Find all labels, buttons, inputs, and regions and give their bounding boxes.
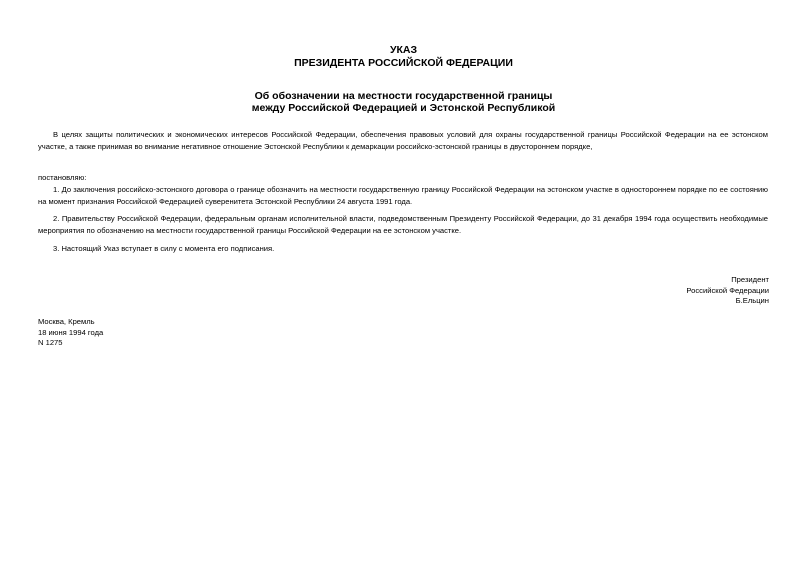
signature-country: Российской Федерации [686,285,769,295]
decree-word: постановляю: [38,173,87,182]
decree-item-1: 1. До заключения российско-эстонского договора о границе обозначить на местности государственную границу Российской Федерации на эстонском участке в одностороннем порядке по ее состоянию на момент признания Российской Федерацией суверенитета Эстонской Республики 24 августа 1991 года. [38,185,768,206]
decree-item-2: 2. Правительству Российской Федерации, федеральным органам исполнительной власти, подведомственным Президенту Российской Федерации, до 31 декабря 1994 года осуществить необходимые мероприятия по обозначению на местности государственной границы Российской Федерации на ее эстонском участке. [38,214,768,235]
title-line-president: ПРЕЗИДЕНТА РОССИЙСКОЙ ФЕДЕРАЦИИ [294,57,513,69]
decree-item-3: 3. Настоящий Указ вступает в силу с момента его подписания. [53,244,275,253]
signature-title: Президент [731,275,769,284]
signature-block [686,275,769,307]
subtitle-line-1: Об обозначении на местности государственной границы [254,90,553,102]
intro-paragraph: В целях защиты политических и экономических интересов Российской Федерации, обеспечения правовых условий для охраны государственной границы Российской Федерации на ее эстонском участке, а также принимая во внимание негативное отношение Эстонской Республики к демаркации российско-эстонской границы в двустороннем порядке, [38,130,768,151]
title-line-decree: УКАЗ [389,44,418,56]
decree-title [0,44,807,70]
signature-name: Б.Ельцин [735,296,769,305]
decree-number: N 1275 [38,338,63,347]
subtitle-line-2: между Российской Федерацией и Эстонской Республикой [251,102,556,114]
signing-place: Москва, Кремль [38,317,95,326]
place-date-block [38,317,103,349]
signing-date: 18 июня 1994 года [38,327,104,337]
decree-subtitle [0,90,807,114]
